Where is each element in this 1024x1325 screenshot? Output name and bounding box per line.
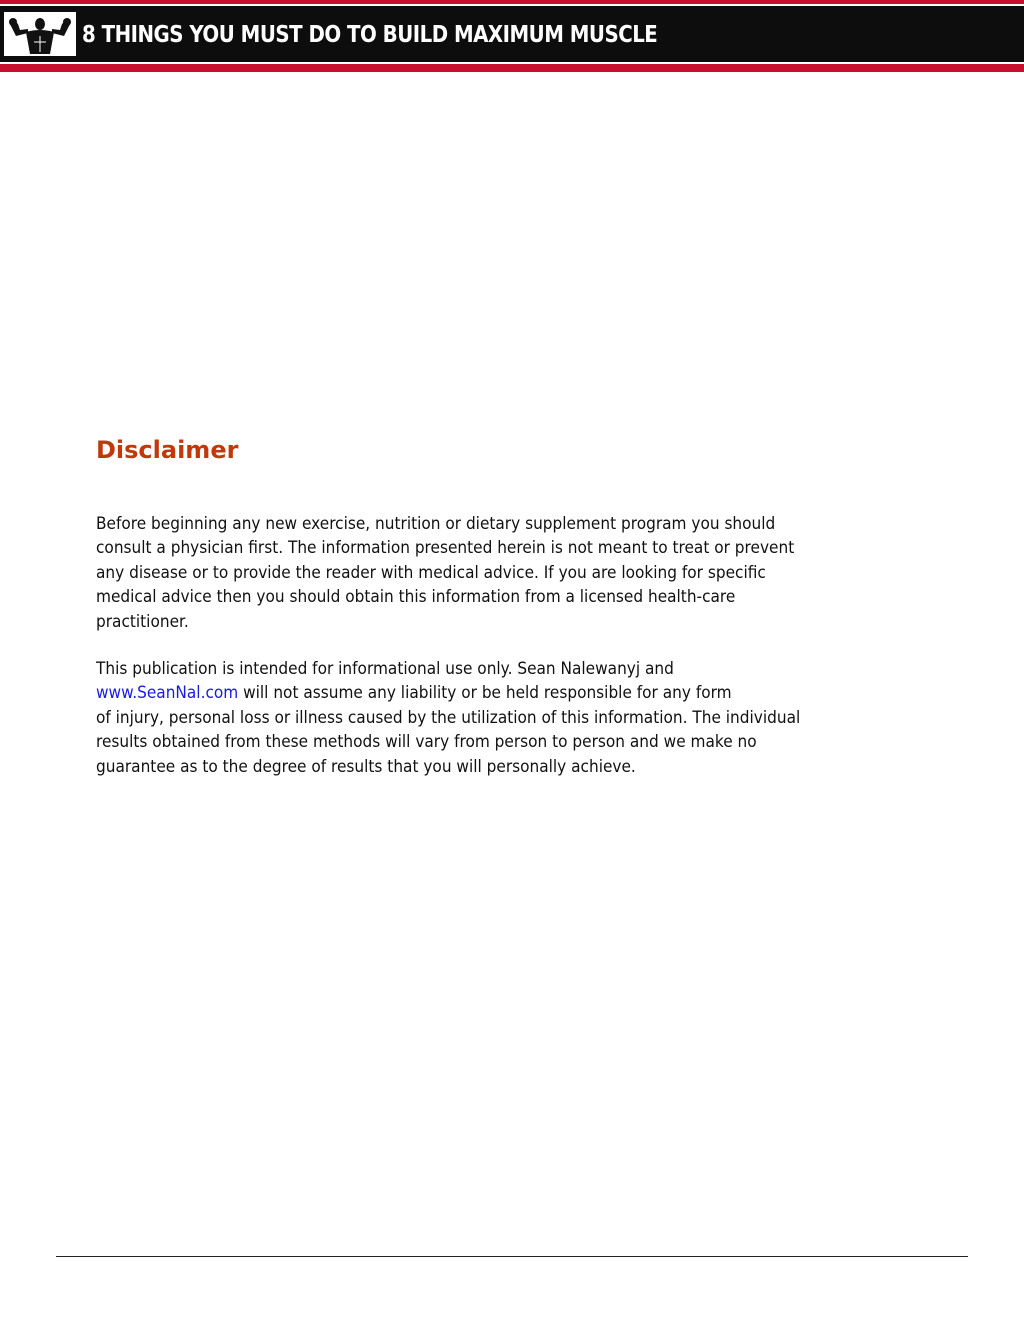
header-bottom-red-band — [0, 64, 1024, 72]
paragraph-1-line-1: Before beginning any new exercise, nutrition or dietary supplement program you should — [96, 514, 776, 533]
header-title: 8 THINGS YOU MUST DO TO BUILD MAXIMUM MUSCLE — [82, 22, 658, 48]
paragraph-2-line-4: results obtained from these methods will vary from person to person and we make no — [96, 732, 757, 752]
paragraph-2-line-1: This publication is intended for informational use only. Sean Nalewanyj and — [96, 659, 674, 678]
paragraph-2-line-2-text: will not assume any liability or be held responsible for any form — [238, 683, 732, 703]
seannal-website-link[interactable]: www.SeanNal.com — [96, 683, 239, 703]
paragraph-2-line-5: guarantee as to the degree of results that you will personally achieve. — [96, 756, 636, 776]
paragraph-1-line-4: medical advice then you should obtain this information from a licensed health-care — [96, 587, 736, 607]
page-header — [0, 0, 1024, 72]
disclaimer-paragraph-1 — [96, 512, 936, 634]
flexing-bodybuilder-icon — [4, 12, 76, 56]
paragraph-1-line-2: consult a physician first. The information presented herein is not meant to treat or prevent — [96, 538, 795, 558]
paragraph-2-line-2 — [96, 681, 877, 705]
page-title: Disclaimer — [96, 436, 239, 464]
footer-divider — [56, 1256, 968, 1257]
paragraph-1-line-3: any disease or to provide the reader with medical advice. If you are looking for specific — [96, 562, 766, 582]
paragraph-2-line-3: of injury, personal loss or illness caused by the utilization of this information. The individual — [96, 707, 801, 727]
disclaimer-paragraph-2 — [96, 657, 936, 779]
paragraph-1-line-5: practitioner. — [96, 611, 189, 631]
